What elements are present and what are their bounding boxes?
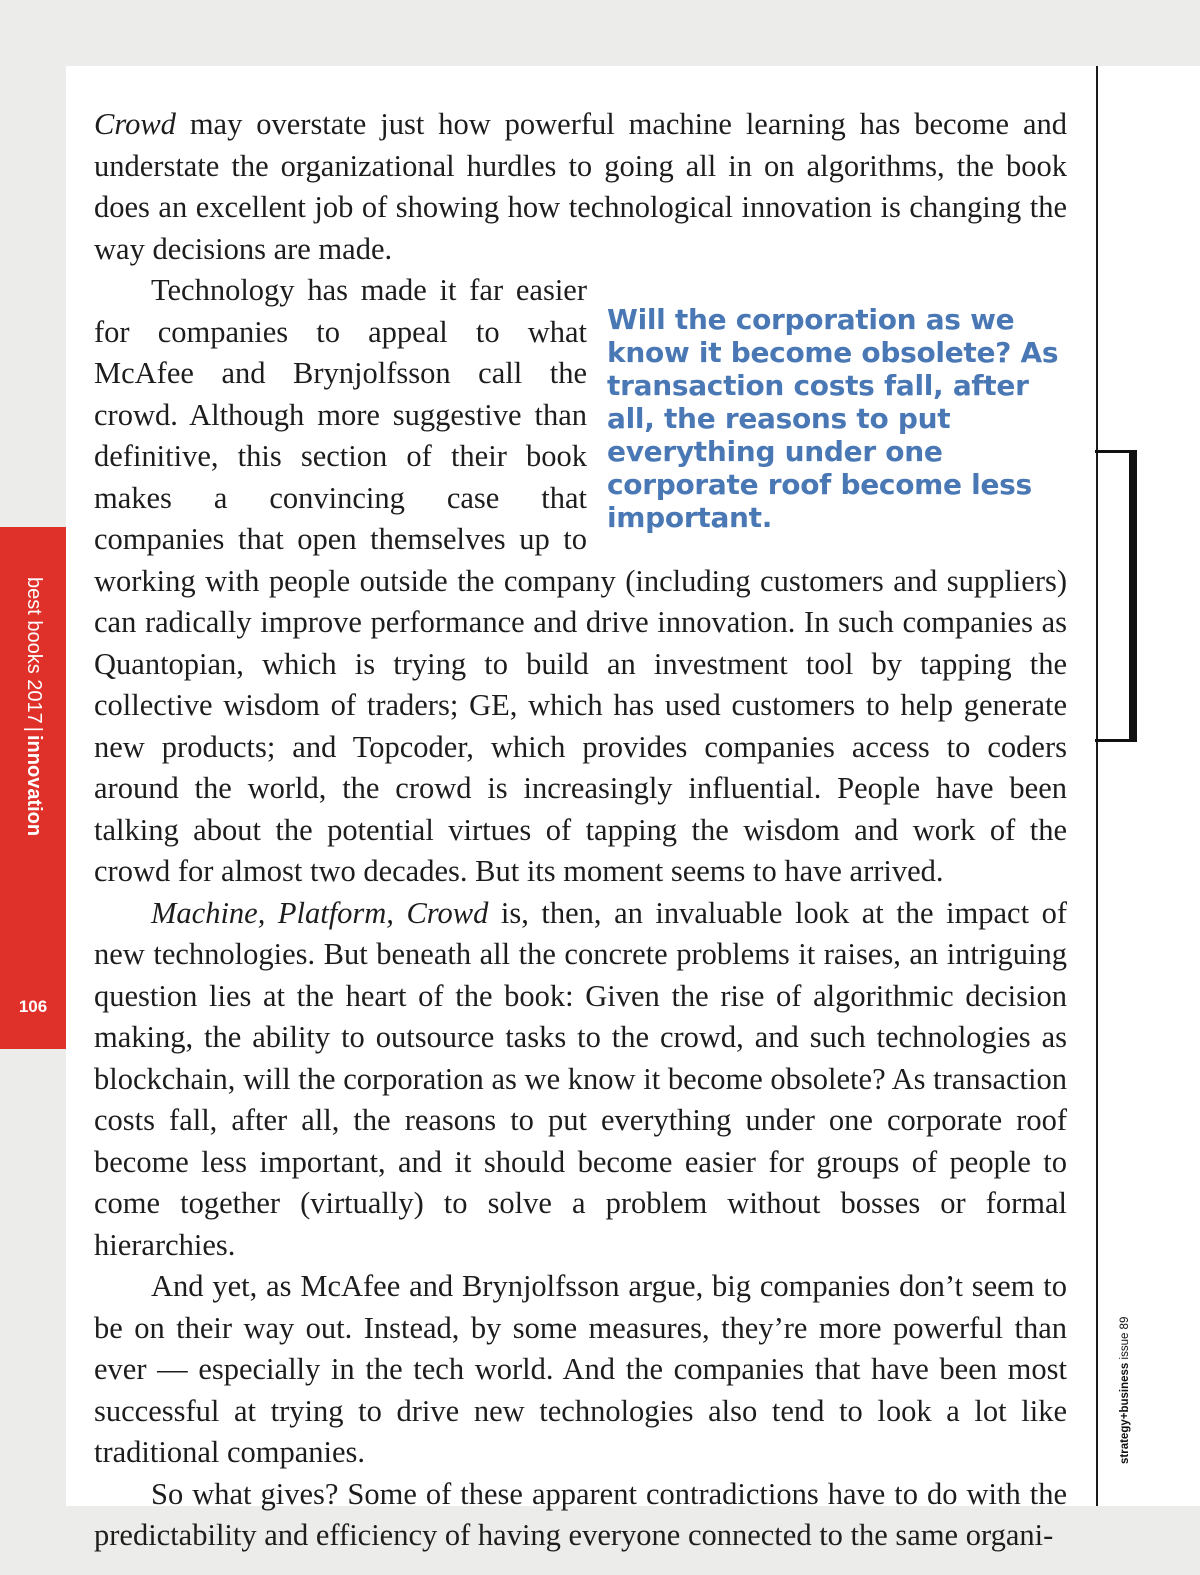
pull-quote-bracket bbox=[1095, 450, 1137, 742]
paragraph-1 bbox=[94, 104, 1067, 270]
paragraph-text: is, then, an invaluable look at the impact of new technologies. But beneath all the concrete problems it raises, an intriguing question lies at the heart of the book: Given the rise of algorithmic decision making, the ability to outsource tasks to the crowd, and such technologies as blockchain, will the corporation as we know it become obsolete? As transaction costs fall, after all, the reasons to put everything under one corporate roof become less important, and it should become easier for groups of people to come together (virtually) to solve a problem without bosses or formal hierarchies. bbox=[94, 895, 1067, 1262]
article-body bbox=[94, 104, 1067, 1557]
publication-name: strategy+business bbox=[1119, 1362, 1131, 1464]
paragraph-text: may overstate just how powerful machine learning has become and understate the organizational hurdles to going all in on algorithms, the book does an excellent job of showing how technological innovation is changing the way decisions are made. bbox=[94, 107, 1067, 266]
book-title: Machine, Platform, Crowd bbox=[151, 895, 489, 930]
label-separator: | bbox=[23, 726, 45, 732]
section-name: innovation bbox=[23, 734, 45, 837]
margin-rule bbox=[1096, 66, 1098, 1506]
paragraph-4: And yet, as McAfee and Brynjolfsson argue, big companies don’t seem to be on their way out. Instead, by some measures, they’re more powerful than ever — especially in the tech world. And the companies that have been most successful at trying to drive new technologies also tend to look a lot like traditional companies. bbox=[94, 1269, 1067, 1469]
section-tab-label bbox=[24, 577, 44, 836]
paragraph-5: So what gives? Some of these apparent contradictions have to do with the predictability and efficiency of having everyone connected to the same organi- bbox=[94, 1476, 1067, 1552]
book-title: Crowd bbox=[94, 107, 176, 141]
page-number: 106 bbox=[18, 997, 48, 1016]
paragraph-2: Technology has made it far easier for companies to appeal to what McAfee and Brynjolfsson call the crowd. Although more suggestive than definitive, this section of their book makes a convincing case that companies that open themselves up to working with people outside the company (including customers and suppliers) can radically improve performance and drive innovation. In such companies as Quantopian, which is trying to build an investment tool by tapping the collective wisdom of traders; GE, which has used customers to help generate new products; and Topcoder, which provides companies access to coders around the world, the crowd is increasingly influential. People have been talking about the potential virtues of tapping the wisdom and work of the crowd for almost two decades. But its moment seems to have arrived. bbox=[94, 273, 1067, 888]
paragraph-3 bbox=[94, 893, 1067, 1267]
running-footer bbox=[1119, 1317, 1131, 1464]
pull-quote: Will the corporation as we know it become obsolete? As transaction costs fall, after all, the reasons to put everything under one corporate roof become less important. bbox=[607, 303, 1059, 534]
issue-number: issue 89 bbox=[1119, 1316, 1131, 1360]
issue-title: best books 2017 bbox=[23, 577, 45, 724]
